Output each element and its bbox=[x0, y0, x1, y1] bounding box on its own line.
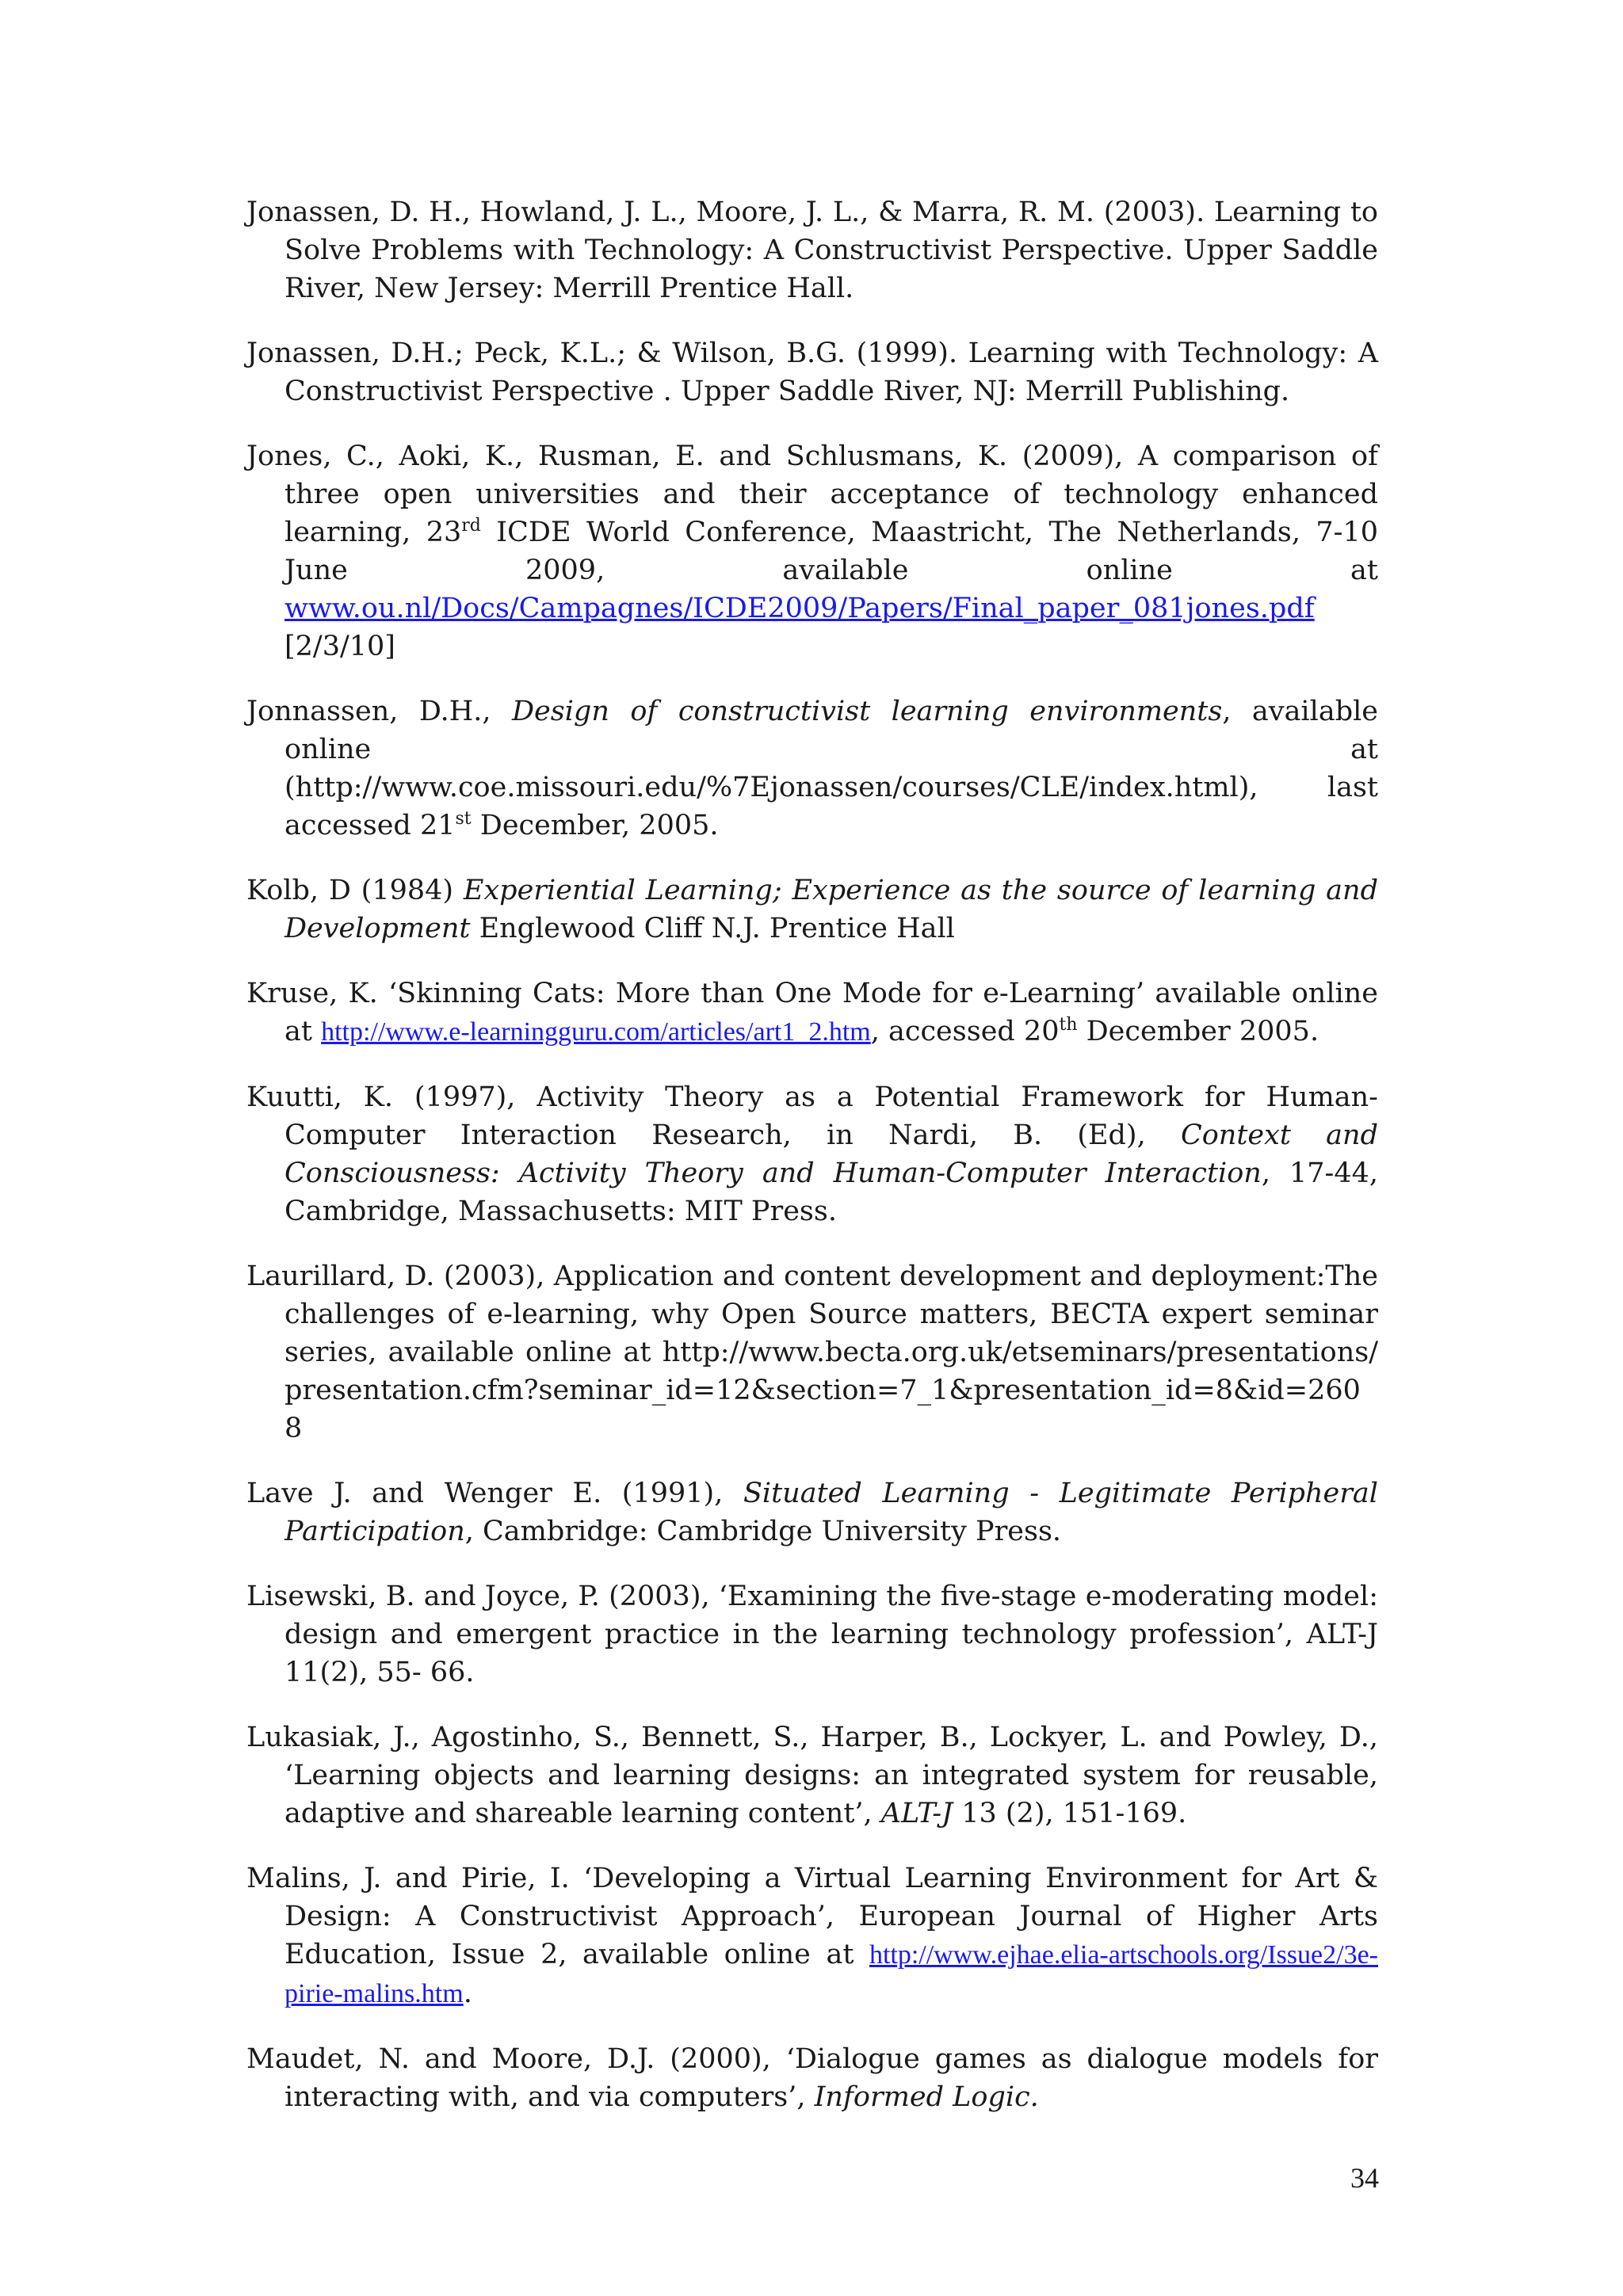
reference-entry bbox=[246, 871, 1378, 948]
ordinal-superscript: st bbox=[455, 809, 472, 829]
reference-text: Lisewski, B. and Joyce, P. (2003), ‘Examining the five-stage e-moderating model: design and emergent practice in the learning technology profession’, ALT-J 11(2), 55- 66. bbox=[246, 1581, 1378, 1688]
reference-entry bbox=[246, 1078, 1378, 1230]
reference-text: ICDE World Conference, Maastricht, The Netherlands, 7-10 June 2009, available online at bbox=[285, 517, 1378, 586]
reference-entry bbox=[246, 1859, 1378, 2013]
reference-text: , available online at (http://www.coe.missouri.edu/%7Ejonassen/courses/CLE/index.html), last accessed 21 bbox=[285, 696, 1379, 841]
reference-italic-text: Context and Consciousness: Activity Theory and Human-Computer Interaction bbox=[285, 1119, 1378, 1189]
reference-entry bbox=[246, 1257, 1378, 1447]
reference-text: 13 (2), 151-169. bbox=[953, 1798, 1187, 1829]
reference-text: Jones, C., Aoki, K., Rusman, E. and Schlusmans, K. (2009), A comparison of three open universities and their acceptance of technology enhanced learning, 23 bbox=[246, 441, 1378, 548]
reference-text: Jonnassen, D.H., bbox=[246, 696, 512, 727]
reference-entry bbox=[246, 1577, 1378, 1691]
reference-text: , 17-44, Cambridge, Massachusetts: MIT Press. bbox=[285, 1158, 1378, 1227]
reference-text: December, 2005. bbox=[471, 810, 719, 841]
reference-text: Laurillard, D. (2003), Application and content development and deployment:The challenges of e-learning, why Open Source matters, BECTA expert seminar series, available online at bbox=[246, 1261, 1378, 1368]
reference-text: Maudet, N. and Moore, D.J. (2000), ‘Dialogue games as dialogue models for interacting with, and via computers’, bbox=[246, 2043, 1378, 2113]
ordinal-superscript: rd bbox=[461, 516, 481, 536]
reference-entry bbox=[246, 437, 1378, 666]
reference-entry bbox=[246, 1474, 1378, 1550]
reference-text: Kruse, K. ‘Skinning Cats: More than One Mode for e-Learning’ available online at bbox=[246, 978, 1378, 1047]
reference-text: , Cambridge: Cambridge University Press. bbox=[464, 1516, 1062, 1547]
reference-italic-text: Design of constructivist learning environments bbox=[512, 696, 1223, 727]
reference-link[interactable]: http://www.e-learningguru.com/articles/art1_2.htm bbox=[321, 1017, 871, 1047]
reference-link[interactable]: www.ou.nl/Docs/Campagnes/ICDE2009/Papers/Final_paper_081jones.pdf bbox=[285, 593, 1315, 624]
reference-text: Lukasiak, J., Agostinho, S., Bennett, S., Harper, B., Lockyer, L. and Powley, D., ‘Learning objects and learning designs: an integrated system for reusable, adaptive and shareable learning content’, bbox=[246, 1722, 1378, 1829]
reference-text: http://www.becta.org.uk/etseminars/presentations/presentation.cfm?seminar_id=12&section=7_1&presentation_id=8&id=2608 bbox=[285, 1337, 1378, 1444]
reference-italic-text: Situated Learning - Legitimate Peripheral Participation bbox=[285, 1478, 1378, 1547]
reference-link[interactable]: http://www.ejhae.elia-artschools.org/Issue2/3e-pirie-malins.htm bbox=[285, 1940, 1378, 2008]
reference-text: , accessed 20 bbox=[870, 1016, 1060, 1047]
reference-text: Englewood Cliff N.J. Prentice Hall bbox=[470, 913, 955, 944]
reference-italic-text: ALT-J bbox=[880, 1798, 953, 1829]
reference-text: Malins, J. and Pirie, I. ‘Developing a Virtual Learning Environment for Art & Design: A Constructivist Approach’, European Journal of Higher Arts Education, Issue 2, available online at bbox=[246, 1863, 1378, 1970]
reference-entry bbox=[246, 974, 1378, 1051]
reference-italic-text: Informed Logic. bbox=[814, 2081, 1039, 2113]
reference-text: Kolb, D (1984) bbox=[246, 875, 464, 906]
reference-entry bbox=[246, 193, 1378, 307]
reference-text: [2/3/10] bbox=[285, 631, 395, 662]
reference-list bbox=[246, 193, 1378, 2143]
reference-entry bbox=[246, 692, 1378, 845]
reference-entry bbox=[246, 2040, 1378, 2116]
reference-text: Jonassen, D. H., Howland, J. L., Moore, J. L., & Marra, R. M. (2003). Learning to Solve Problems with Technology: A Constructivist Perspective. Upper Saddle River, New Jersey: Merrill Prentice Hall. bbox=[246, 196, 1378, 304]
reference-text: December 2005. bbox=[1077, 1016, 1319, 1047]
reference-entry bbox=[246, 1718, 1378, 1833]
reference-text: . bbox=[463, 1978, 472, 2009]
reference-italic-text: Experiential Learning; Experience as the source of learning and Development bbox=[285, 875, 1378, 944]
reference-text: Jonassen, D.H.; Peck, K.L.; & Wilson, B.G. (1999). Learning with Technology: A Constructivist Perspective . Upper Saddle River, NJ: Merrill Publishing. bbox=[246, 338, 1378, 407]
reference-text: Lave J. and Wenger E. (1991), bbox=[246, 1478, 743, 1509]
reference-entry bbox=[246, 334, 1378, 410]
page-number: 34 bbox=[1350, 2162, 1379, 2194]
ordinal-superscript: th bbox=[1059, 1015, 1078, 1035]
reference-text: Kuutti, K. (1997), Activity Theory as a Potential Framework for Human-Computer Interaction Research, in Nardi, B. (Ed), bbox=[246, 1081, 1378, 1151]
